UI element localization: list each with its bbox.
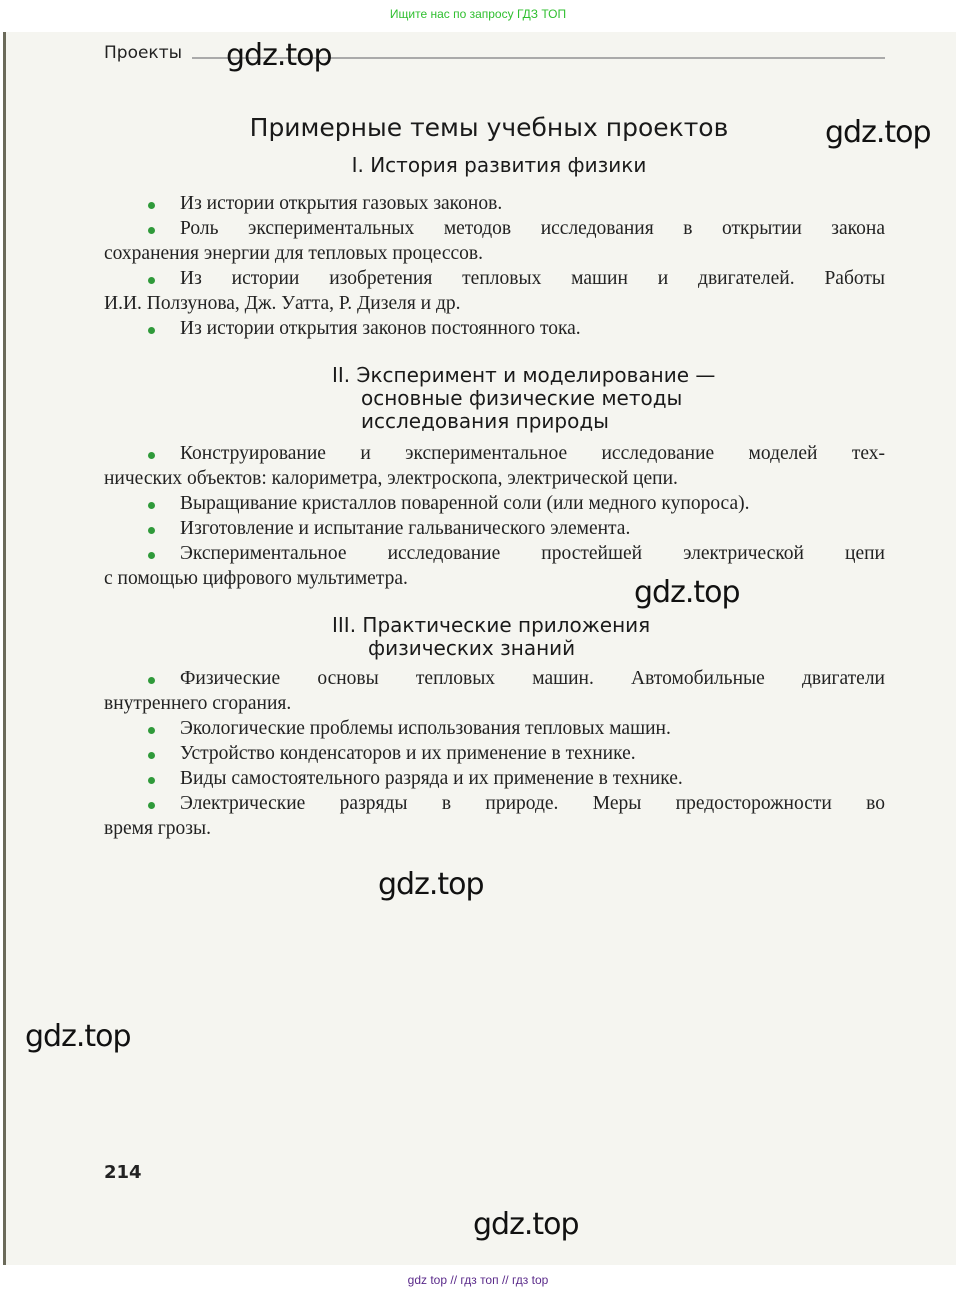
watermark: gdz.top [634, 575, 740, 610]
list-item: Виды самостоятельного разряда и их применение в технике. [104, 766, 885, 791]
watermark: gdz.top [378, 867, 484, 902]
watermark: gdz.top [473, 1207, 579, 1242]
watermark: gdz.top [25, 1019, 131, 1054]
watermark: gdz.top [226, 38, 332, 73]
bottom-links: gdz top // гдз топ // гдз top [407, 1273, 549, 1287]
list-item: Экологические проблемы использования тепловых машин. [104, 716, 885, 741]
section-heading-2: II. Эксперимент и моделирование — основные физические методы исследования природы [332, 363, 716, 433]
section-2-list: Конструирование и экспериментальное исследование моделей тех- нических объектов: калориметра, электроскопа, электрической цепи. Выращивание кристаллов поваренной соли (или медного купороса). Изготовление и испытание гальванического элемента. Экспериментальное исследование простейшей электрической цепи с помощью цифрового мультиметра. [104, 443, 885, 589]
link-gdz-top[interactable]: gdz top [407, 1273, 448, 1287]
list-item: Из истории открытия законов постоянного тока. [104, 316, 885, 341]
page-title: Примерные темы учебных проектов [249, 113, 729, 142]
list-item: Электрические разряды в природе. Меры предосторожности во [104, 791, 885, 816]
running-header: Проекты [104, 43, 183, 63]
list-item: Физические основы тепловых машин. Автомобильные двигатели [104, 666, 885, 691]
list-item: Из истории изобретения тепловых машин и двигателей. Работы [104, 266, 885, 291]
section-heading-3: III. Практические приложения физических знаний [332, 613, 651, 660]
section-3-list: Физические основы тепловых машин. Автомобильные двигатели внутреннего сгорания. Экологические проблемы использования тепловых машин. Устройство конденсаторов и их применение в технике. Виды самостоятельного разряда и их применение в технике. Электрические разряды в природе. Меры предосторожности во время грозы. [104, 668, 885, 839]
top-banner: Ищите нас по запросу ГДЗ ТОП [389, 7, 567, 21]
list-item: Устройство конденсаторов и их применение в технике. [104, 741, 885, 766]
list-item: Конструирование и экспериментальное исследование моделей тех- [104, 441, 885, 466]
list-item: Экспериментальное исследование простейшей электрической цепи [104, 541, 885, 566]
section-heading-1: I. История развития физики [351, 153, 647, 177]
list-item: Роль экспериментальных методов исследования в открытии закона [104, 216, 885, 241]
list-item: Изготовление и испытание гальванического элемента. [104, 516, 885, 541]
page-number: 214 [104, 1162, 142, 1183]
watermark: gdz.top [825, 115, 931, 150]
list-item: Из истории открытия газовых законов. [104, 191, 885, 216]
list-item: Выращивание кристаллов поваренной соли (или медного купороса). [104, 491, 885, 516]
section-1-list: Из истории открытия газовых законов. Роль экспериментальных методов исследования в открытии закона сохранения энергии для тепловых процессов. Из истории изобретения тепловых машин и двигателей. Работы И.И. Ползунова, Дж. Уатта, Р. Дизеля и др. Из истории открытия законов постоянного тока. [104, 193, 885, 339]
link-gdz-top-ru[interactable]: гдз топ [460, 1273, 499, 1287]
link-gdz-top-mixed[interactable]: гдз top [511, 1273, 549, 1287]
